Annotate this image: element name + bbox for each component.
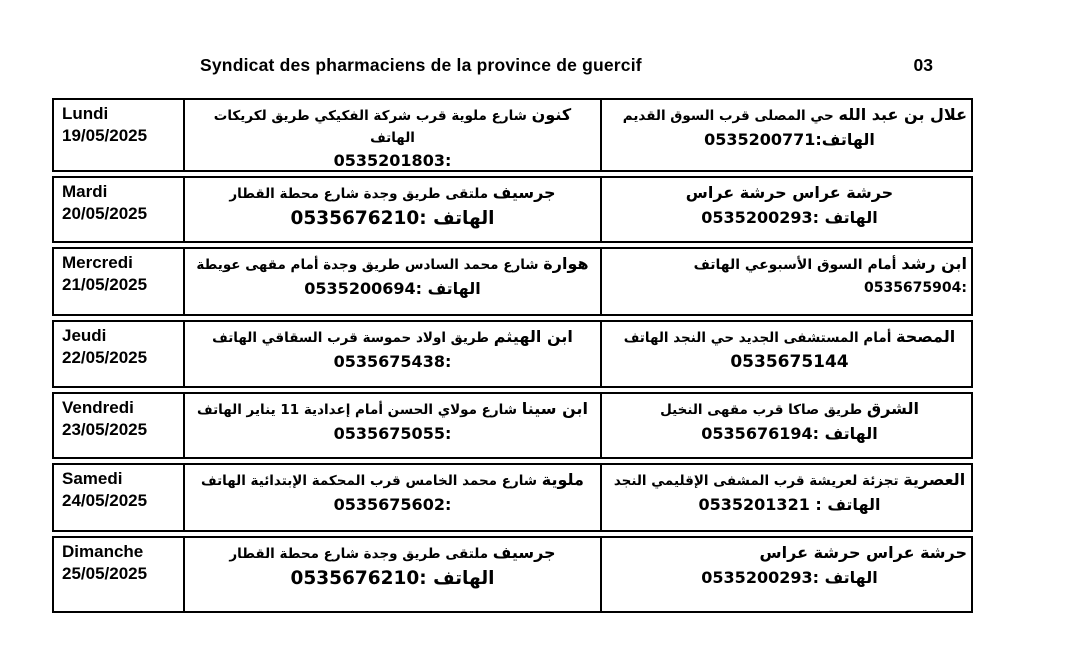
- day-date: 22/05/2025: [62, 348, 148, 368]
- pharmacy-phone: الهاتف :0535676210: [290, 207, 495, 229]
- pharmacy-name: جرسيف: [492, 183, 556, 202]
- day-name: Vendredi: [62, 398, 134, 417]
- pharmacy-center-cell: [185, 465, 602, 530]
- pharmacy-phone: 0535675144: [730, 351, 849, 372]
- day-name: Mercredi: [62, 253, 133, 272]
- pharmacy-center-cell: [185, 538, 602, 611]
- pharmacy-phone: الهاتف :0535200293: [701, 567, 878, 587]
- pharmacy-name: الشرق: [866, 399, 919, 418]
- day-date: 19/05/2025: [62, 126, 148, 146]
- pharmacy-center-cell: [185, 249, 602, 314]
- table-row: [52, 98, 973, 172]
- pharmacy-address: ملتقى طريق وجدة شارع محطة القطار: [229, 546, 489, 562]
- day-name: Lundi: [62, 104, 109, 123]
- pharmacy-right-cell: [602, 538, 971, 611]
- pharmacy-name: جرسيف: [492, 543, 556, 562]
- pharmacy-phone: الهاتف :0535676194: [701, 423, 878, 443]
- pharmacy-address: ملتقى طريق وجدة شارع محطة القطار: [229, 186, 489, 202]
- pharmacy-phone: الهاتف :0535200694: [304, 278, 481, 298]
- table-row: [52, 247, 973, 316]
- day-date: 20/05/2025: [62, 204, 148, 224]
- pharmacy-name: كنون: [531, 105, 572, 124]
- pharmacy-phone: :0535675602: [333, 494, 452, 514]
- pharmacy-center-cell: [185, 394, 602, 457]
- pharmacy-phone: :0535675055: [333, 423, 452, 443]
- day-name: Mardi: [62, 182, 108, 201]
- pharmacy-right-cell: [602, 394, 971, 457]
- pharmacy-center-cell: [185, 322, 602, 386]
- day-date: 23/05/2025: [62, 420, 148, 440]
- pharmacy-right-cell: [602, 249, 971, 314]
- table-row: [52, 392, 973, 459]
- pharmacy-address: أمام السوق الأسبوعي الهاتف :0535675904: [693, 257, 967, 296]
- table-row: [52, 176, 973, 243]
- pharmacy-right-cell: [602, 465, 971, 530]
- pharmacy-name: ابن رشد: [901, 254, 967, 273]
- pharmacy-name: ابن الهيثم: [493, 327, 573, 346]
- pharmacy-address: حي المصلى قرب السوق القديم: [622, 108, 834, 124]
- pharmacy-name: المصحة: [896, 327, 956, 346]
- pharmacy-right-cell: [602, 100, 971, 170]
- pharmacy-phone: :0535675438: [333, 351, 452, 371]
- pharmacy-name: حرشة عراس حرشة عراس: [685, 183, 894, 202]
- day-name: Dimanche: [62, 542, 144, 561]
- day-cell: [54, 100, 185, 170]
- pharmacy-phone: :0535201803: [333, 151, 452, 170]
- pharmacy-phone: الهاتف : 0535201321: [698, 494, 881, 514]
- page-number: 03: [913, 55, 933, 75]
- pharmacy-address: تجزئة لعريشة قرب المشفى الإقليمي النجد: [613, 473, 899, 489]
- pharmacy-name: علال بن عبد الله: [838, 105, 967, 124]
- pharmacy-right-cell: [602, 322, 971, 386]
- day-date: 25/05/2025: [62, 564, 148, 584]
- pharmacy-center-cell: [185, 178, 602, 241]
- pharmacy-center-cell: [185, 100, 602, 170]
- pharmacy-phone: الهاتف :0535200293: [701, 207, 878, 227]
- document-header: [52, 55, 973, 76]
- day-date: 24/05/2025: [62, 491, 148, 511]
- day-name: Samedi: [62, 469, 123, 488]
- pharmacy-address: أمام المستشفى الجديد حي النجد الهاتف: [623, 330, 892, 346]
- pharmacy-address: شارع ملوية قرب شركة الفكيكي طريق لكريكات الهاتف: [213, 108, 527, 146]
- pharmacy-name: حرشة عراس حرشة عراس: [759, 543, 967, 562]
- pharmacy-address: طريق اولاد حموسة قرب السقاقي الهاتف: [212, 330, 490, 346]
- table-row: [52, 536, 973, 613]
- pharmacy-address: طريق صاكا قرب مقهى النخيل: [660, 402, 863, 418]
- pharmacy-phone: الهاتف :0535676210: [290, 567, 495, 589]
- day-cell: [54, 538, 185, 611]
- page-title: Syndicat des pharmaciens de la province de guercif: [200, 55, 642, 75]
- day-cell: [54, 465, 185, 530]
- pharmacy-name: ابن سينا: [521, 399, 588, 418]
- day-cell: [54, 178, 185, 241]
- day-cell: [54, 394, 185, 457]
- pharmacy-name: ملوية: [541, 470, 584, 489]
- pharmacy-phone: الهاتف:0535200771: [704, 129, 875, 149]
- table-row: [52, 320, 973, 388]
- day-cell: [54, 249, 185, 314]
- day-date: 21/05/2025: [62, 275, 148, 295]
- pharmacy-guard-table: [52, 98, 973, 613]
- pharmacy-address: شارع مولاي الحسن أمام إعدادية 11 يناير الهاتف: [197, 402, 517, 418]
- day-name: Jeudi: [62, 326, 107, 345]
- pharmacy-name: العصرية: [903, 470, 966, 489]
- pharmacy-address: شارع محمد الخامس قرب المحكمة الإبتدائية الهاتف: [201, 473, 538, 489]
- pharmacy-name: هوارة: [543, 254, 589, 273]
- pharmacy-address: شارع محمد السادس طريق وجدة أمام مقهى عويطة: [196, 257, 539, 273]
- day-cell: [54, 322, 185, 386]
- table-row: [52, 463, 973, 532]
- pharmacy-right-cell: [602, 178, 971, 241]
